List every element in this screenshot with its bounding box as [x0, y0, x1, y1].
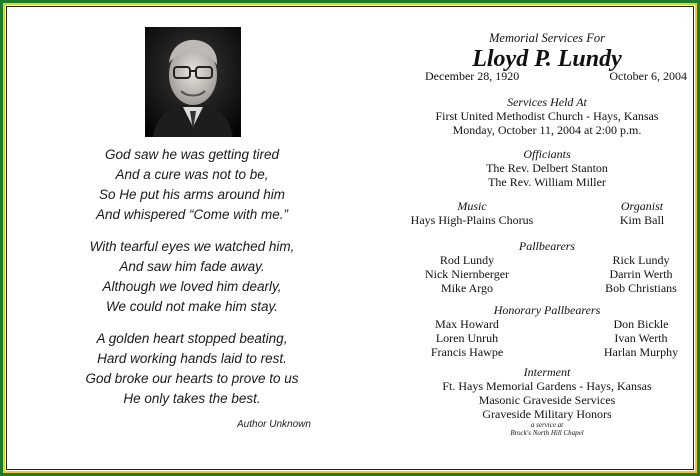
poem-author: Author Unknown	[237, 419, 311, 430]
interment-section	[407, 365, 687, 437]
memorial-heading: Memorial Services For	[489, 31, 605, 45]
music-heading: Music	[457, 199, 487, 213]
honorary-left	[417, 317, 517, 359]
services-heading: Services Held At	[507, 95, 587, 109]
pallbearers-left	[417, 253, 517, 295]
pallbearer-name: Darrin Werth	[609, 267, 673, 281]
honorary-list	[407, 317, 687, 361]
interment-line: Graveside Military Honors	[482, 407, 612, 421]
officiant-name: The Rev. Delbert Stanton	[486, 161, 608, 175]
honorary-name: Francis Hawpe	[430, 345, 504, 359]
officiant-name: The Rev. William Miller	[488, 175, 606, 189]
services-time: Monday, October 11, 2004 at 2:00 p.m.	[452, 123, 642, 137]
poem-line: And saw him fade away.	[119, 259, 265, 274]
honorary-name: Max Howard	[435, 317, 499, 331]
poem-line: He only takes the best.	[123, 391, 261, 406]
service-program	[407, 7, 687, 467]
pallbearers-heading-text: Pallbearers	[518, 239, 576, 253]
poem-line: We could not make him stay.	[105, 299, 279, 314]
honorary-heading-text: Honorary Pallbearers	[493, 303, 601, 317]
poem-stanza	[47, 145, 337, 225]
music-column	[407, 199, 537, 227]
poem-line: And whispered “Come with me.”	[95, 207, 289, 222]
honorary-name: Don Bickle	[613, 317, 669, 331]
poem-line: God broke our hearts to prove to us	[85, 371, 299, 386]
pallbearer-name: Rick Lundy	[612, 253, 670, 267]
music-section	[407, 199, 687, 229]
honorary-name: Loren Unruh	[435, 331, 499, 345]
death-date: October 6, 2004	[609, 69, 687, 83]
poem-line: God saw he was getting tired	[104, 147, 280, 162]
poem-line: With tearful eyes we watched him,	[89, 239, 295, 254]
organist-name: Kim Ball	[619, 213, 665, 227]
pallbearer-name: Rod Lundy	[439, 253, 495, 267]
honorary-name: Ivan Werth	[614, 331, 668, 345]
memorial-card	[6, 6, 694, 470]
organist-heading: Organist	[620, 199, 664, 213]
birth-date: December 28, 1920	[425, 69, 520, 83]
poem	[47, 145, 337, 421]
honorary-right	[593, 317, 689, 359]
poem-line: Hard working hands laid to rest.	[97, 351, 287, 366]
funeral-home: Brock's North Hill Chapel	[510, 429, 584, 437]
interment-heading: Interment	[523, 365, 571, 379]
poem-line: And a cure was not to be,	[115, 167, 269, 182]
poem-line: So He put his arms around him	[98, 187, 286, 202]
pallbearers-heading	[407, 239, 687, 253]
life-dates	[417, 69, 687, 83]
services-section	[407, 95, 687, 137]
officiants-heading: Officiants	[523, 147, 571, 161]
pallbearer-name: Bob Christians	[605, 281, 677, 295]
honorary-heading	[407, 303, 687, 317]
pallbearer-name: Mike Argo	[440, 281, 494, 295]
poem-stanza	[47, 237, 337, 317]
officiants-section	[407, 147, 687, 189]
portrait-photo	[145, 27, 241, 137]
interment-line: Masonic Graveside Services	[478, 393, 616, 407]
interment-line: Ft. Hays Memorial Gardens - Hays, Kansas	[442, 379, 652, 393]
pallbearers-list	[407, 253, 687, 297]
poem-stanza	[47, 329, 337, 409]
deceased-name: Lloyd P. Lundy	[472, 46, 622, 72]
pallbearers-right	[593, 253, 689, 295]
poem-line: A golden heart stopped beating,	[96, 331, 288, 346]
pallbearer-name: Nick Niernberger	[424, 267, 510, 281]
music-name: Hays High-Plains Chorus	[410, 213, 534, 227]
organist-column	[607, 199, 677, 227]
honorary-name: Harlan Murphy	[603, 345, 679, 359]
poem-line: Although we loved him dearly,	[102, 279, 282, 294]
service-note: a service at	[530, 421, 564, 429]
services-place: First United Methodist Church - Hays, Kansas	[435, 109, 659, 123]
